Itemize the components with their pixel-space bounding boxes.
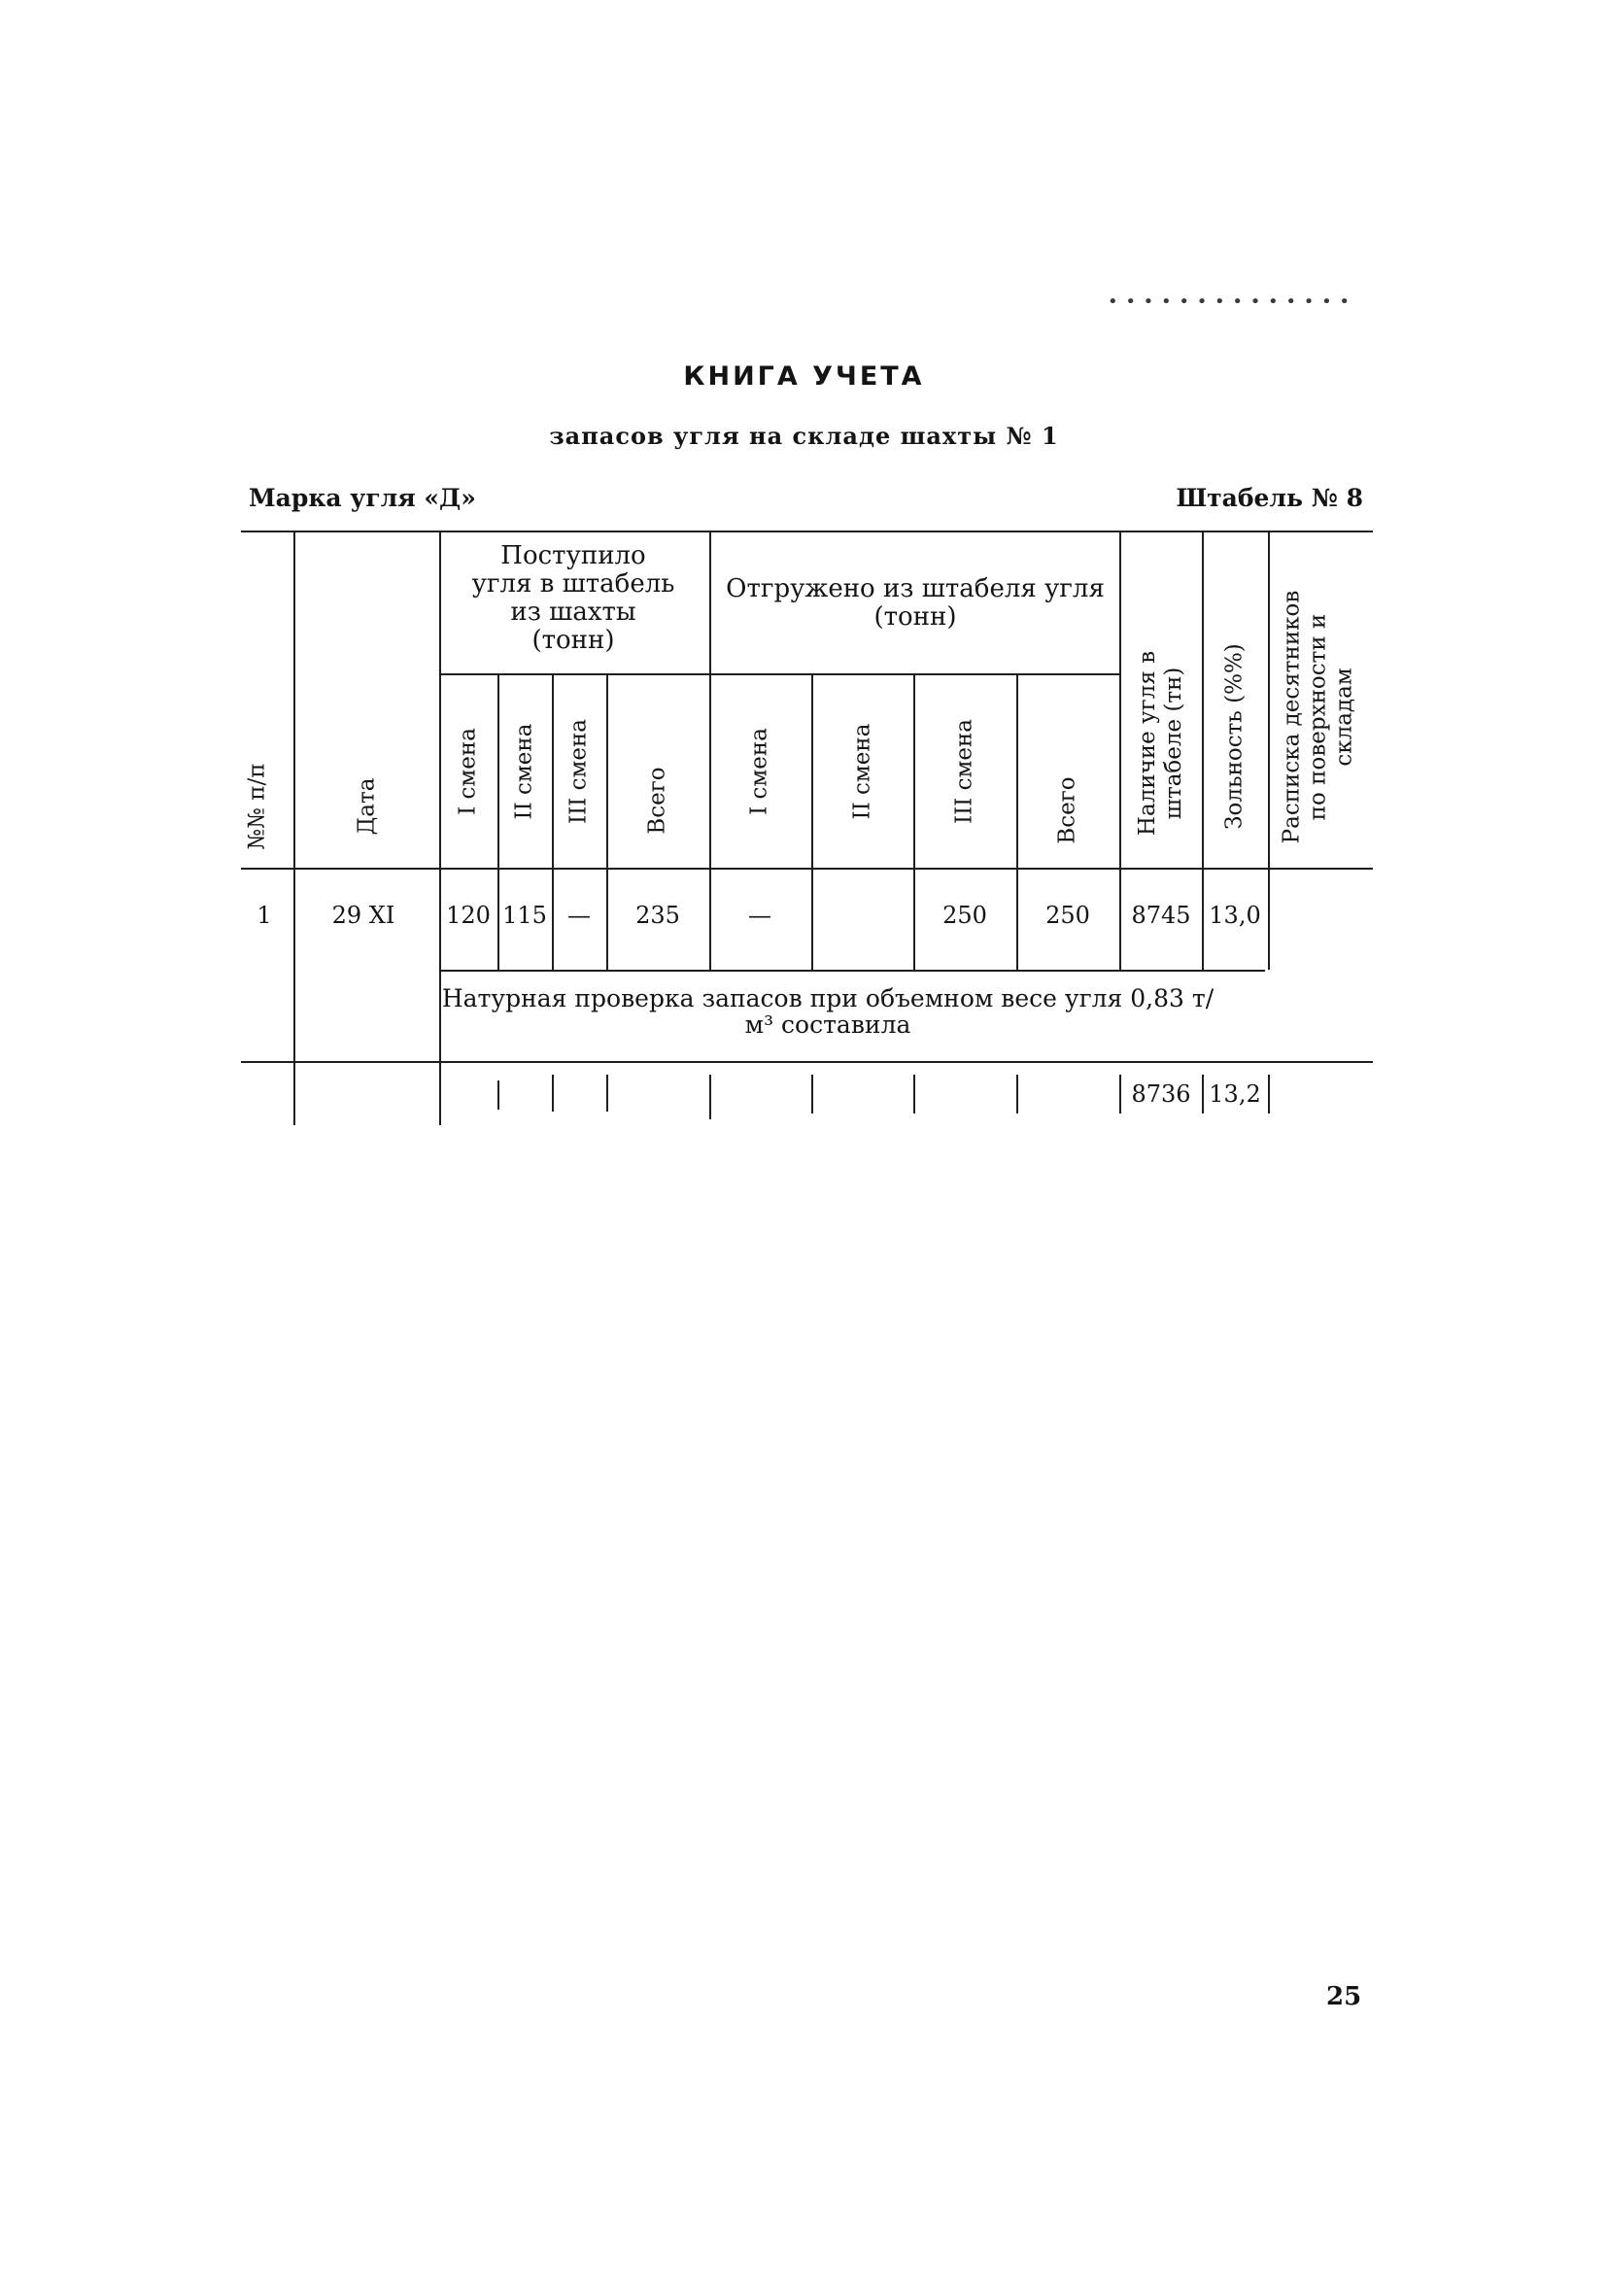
col-rule-10: [1119, 532, 1121, 970]
group-header-outgoing: Отгружено из штабеля угля (тонн): [726, 574, 1105, 632]
col-header-number: №№ п/п: [244, 763, 270, 850]
stack-number: Штабель № 8: [1176, 484, 1363, 512]
col-header-in-total: Всего: [644, 767, 670, 835]
col-rule-6: [709, 532, 711, 970]
check-tick-3: [552, 1075, 554, 1112]
col-rule-8: [913, 673, 915, 970]
col-header-ash: Зольность (%%): [1221, 643, 1248, 830]
note-bottom-rule: [241, 1061, 1373, 1063]
row1-in-shift-1: 120: [446, 902, 491, 929]
col-header-out-shift-3: III смена: [951, 719, 977, 824]
page-title: КНИГА УЧЕТА: [683, 361, 925, 392]
col-rule-9: [1016, 673, 1018, 970]
row1-date: 29 XI: [331, 902, 395, 929]
row1-ash: 13,0: [1209, 902, 1261, 929]
col-header-out-shift-1: I смена: [746, 728, 772, 815]
col-rule-5: [606, 673, 608, 970]
check-tick-11: [1268, 1075, 1270, 1114]
ledger-table: [0, 0, 1608, 1127]
col-rule-7: [811, 673, 813, 970]
page-number: 25: [1326, 1982, 1362, 2011]
col-header-signature: Расписка десятников по поверхности и складам: [1279, 590, 1357, 844]
col-header-date: Дата: [354, 777, 380, 836]
check-tick-1: [439, 1075, 441, 1114]
col-rule-12: [1268, 532, 1270, 970]
row1-number: 1: [257, 902, 272, 929]
inventory-check-note: Натурная проверка запасов при объемном весе угля 0,83 т/м³ составила: [441, 984, 1215, 1039]
check-tick-6: [811, 1075, 813, 1114]
col-header-in-shift-3: III смена: [565, 719, 592, 824]
row1-stock: 8745: [1131, 902, 1191, 929]
check-stock: 8736: [1131, 1080, 1191, 1108]
check-tick-7: [913, 1075, 915, 1114]
col-header-out-shift-2: II смена: [849, 723, 875, 820]
check-tick-5: [709, 1075, 711, 1119]
appendix-reference: • • • • • • • • • • • • • •: [1108, 291, 1351, 312]
row1-in-total: 235: [635, 902, 680, 929]
page-subtitle: запасов угля на складе шахты № 1: [549, 422, 1059, 450]
col-rule-1: [293, 532, 295, 1125]
col-header-in-shift-2: II смена: [511, 723, 537, 820]
row1-in-shift-2: 115: [502, 902, 547, 929]
row1-bottom-rule: [439, 970, 1265, 972]
row1-out-shift-3: 250: [942, 902, 987, 929]
col-rule-4: [552, 673, 554, 970]
check-tick-8: [1016, 1075, 1018, 1114]
check-tick-10: [1202, 1075, 1204, 1114]
row1-in-shift-3: —: [567, 902, 591, 929]
col-header-in-shift-1: I смена: [455, 728, 481, 815]
col-rule-3: [497, 673, 499, 970]
col-header-stock: Наличие угля в штабеле (тн): [1135, 650, 1186, 837]
coal-brand: Марка угля «Д»: [249, 484, 476, 512]
group-header-incoming: Поступило угля в штабель из шахты (тонн): [471, 541, 675, 655]
check-tick-4: [606, 1075, 608, 1112]
col-header-out-total: Всего: [1054, 776, 1080, 844]
check-tick-9: [1119, 1075, 1121, 1114]
row1-out-shift-1: —: [748, 902, 771, 929]
check-tick-2: [497, 1080, 499, 1110]
check-ash: 13,2: [1209, 1080, 1261, 1108]
col-rule-11: [1202, 532, 1204, 970]
row1-out-total: 250: [1045, 902, 1090, 929]
